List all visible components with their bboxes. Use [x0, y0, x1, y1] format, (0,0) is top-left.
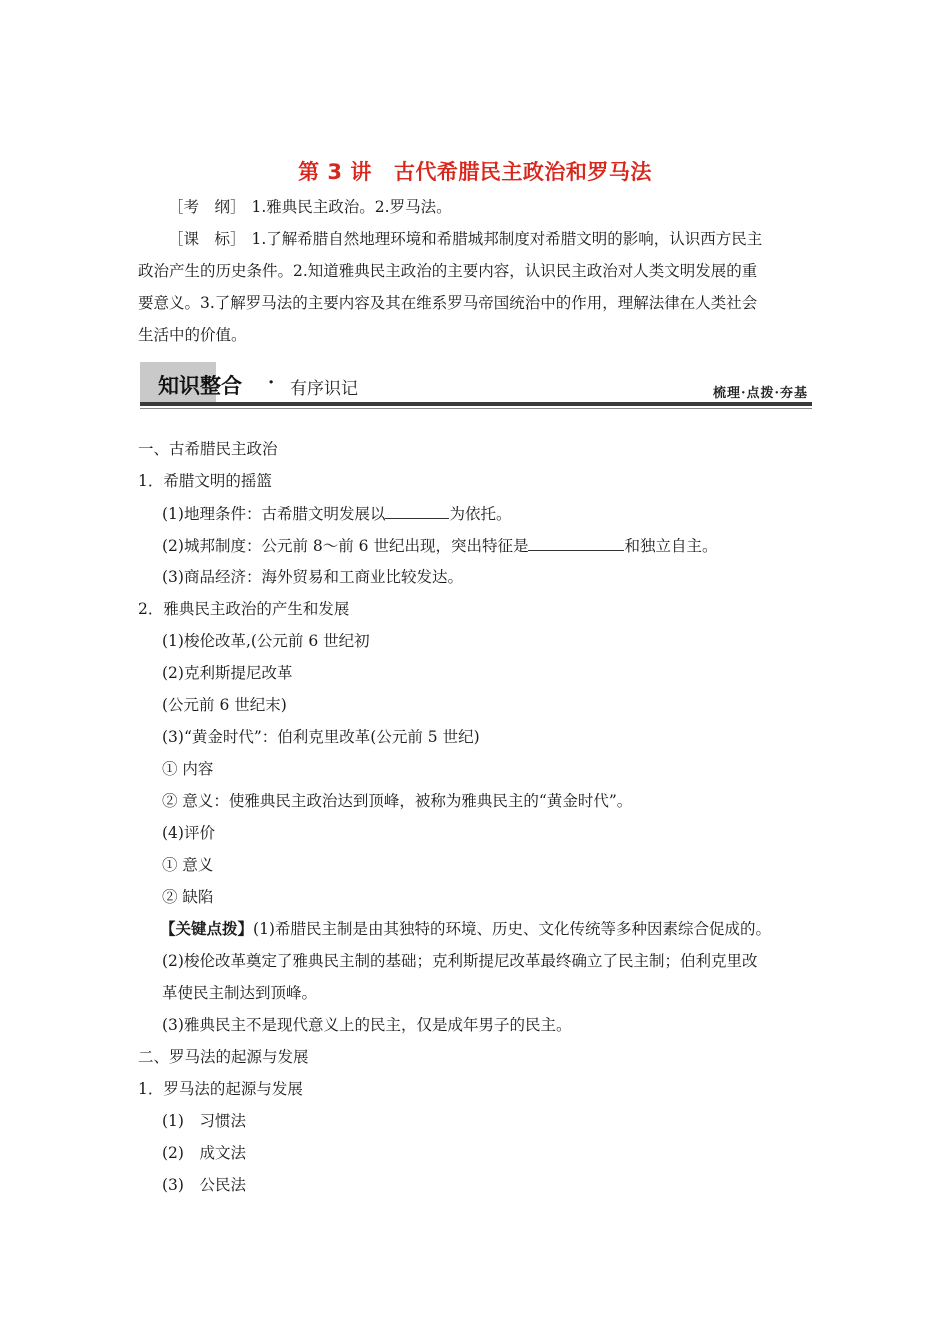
- answer-blank: [385, 502, 449, 519]
- banner-rule-thin: [140, 408, 812, 409]
- kebiao-line-1: [168, 228, 762, 250]
- section-1-heading: 一、古希腊民主政治: [138, 440, 278, 458]
- s1-2-solon: (1)梭伦改革,(公元前 6 世纪初: [162, 632, 370, 650]
- kaogang-text: 1.雅典民主政治。2.罗马法。: [251, 198, 452, 216]
- banner-right-tag: 梳理·点拨·夯基: [712, 386, 808, 401]
- kebiao-line-3: 要意义。3.了解罗马法的主要内容及其在维系罗马帝国统治中的作用，理解法律在人类社会: [138, 294, 758, 312]
- s2-1-civil-law: (3) 公民法: [162, 1176, 246, 1194]
- kebiao-text-1: 1.了解希腊自然地理环境和希腊城邦制度对希腊文明的影响，认识西方民主: [251, 230, 763, 248]
- lesson-title: [0, 156, 950, 186]
- kaogang-label: ［考 纲］: [168, 198, 246, 216]
- s2-1-customary-law: (1) 习惯法: [162, 1112, 246, 1130]
- s2-1-written-law: (2) 成文法: [162, 1144, 246, 1162]
- lesson-number: 第 3 讲: [298, 160, 372, 184]
- s1-1-citystate-pre: (2)城邦制度：公元前 8～前 6 世纪出现，突出特征是: [162, 537, 529, 555]
- lesson-topic: 古代希腊民主政治和罗马法: [393, 160, 652, 184]
- kebiao-line-4: 生活中的价值。: [138, 326, 247, 344]
- s1-2-evaluation: (4)评价: [162, 824, 215, 842]
- s1-1-geography-pre: (1)地理条件：古希腊文明发展以: [162, 505, 386, 523]
- s1-1-economy: (3)商品经济：海外贸易和工商业比较发达。: [162, 568, 463, 586]
- key-point-1: [160, 918, 771, 940]
- s1-item-2: 2．雅典民主政治的产生和发展: [138, 600, 350, 618]
- s1-1-citystate-post: 和独立自主。: [624, 537, 718, 555]
- banner-subheading: 有序识记: [290, 379, 358, 399]
- answer-blank: [528, 534, 624, 551]
- s1-2-content: ① 内容: [162, 760, 214, 778]
- s2-item-1: 1．罗马法的起源与发展: [138, 1080, 303, 1098]
- s1-2-eval-defect: ② 缺陷: [162, 888, 214, 906]
- s1-item-1: 1．希腊文明的摇篮: [138, 472, 272, 490]
- s1-2-golden-age: (3)“黄金时代”：伯利克里改革(公元前 5 世纪): [162, 728, 480, 746]
- section-banner: [140, 362, 812, 410]
- kebiao-label: ［课 标］: [168, 230, 246, 248]
- s1-1-geography: [162, 502, 511, 525]
- banner-rule: [140, 402, 812, 406]
- key-point-2b: 革使民主制达到顶峰。: [162, 984, 318, 1002]
- key-point-2a: (2)梭伦改革奠定了雅典民主制的基础；克利斯提尼改革最终确立了民主制；伯利克里改: [162, 952, 758, 970]
- banner-dot: ·: [268, 372, 275, 393]
- kebiao-line-2: 政治产生的历史条件。2.知道雅典民主政治的主要内容，认识民主政治对人类文明发展的重: [138, 262, 758, 280]
- s1-2-eval-significance: ① 意义: [162, 856, 214, 874]
- section-2-heading: 二、罗马法的起源与发展: [138, 1048, 309, 1066]
- key-point-1-text: (1)希腊民主制是由其独特的环境、历史、文化传统等多种因素综合促成的。: [253, 920, 771, 938]
- banner-heading: 知识整合: [158, 374, 242, 398]
- s1-2-significance: ② 意义：使雅典民主政治达到顶峰，被称为雅典民主的“黄金时代”。: [162, 792, 633, 810]
- s1-2-cleisthenes-date: (公元前 6 世纪末): [162, 696, 287, 714]
- s1-1-geography-post: 为依托。: [449, 505, 512, 523]
- s1-2-cleisthenes: (2)克利斯提尼改革: [162, 664, 293, 682]
- key-point-label: 【关键点拨】: [160, 919, 254, 938]
- kaogang-line: [168, 196, 452, 218]
- s1-1-citystate: [162, 534, 717, 557]
- key-point-3: (3)雅典民主不是现代意义上的民主，仅是成年男子的民主。: [162, 1016, 572, 1034]
